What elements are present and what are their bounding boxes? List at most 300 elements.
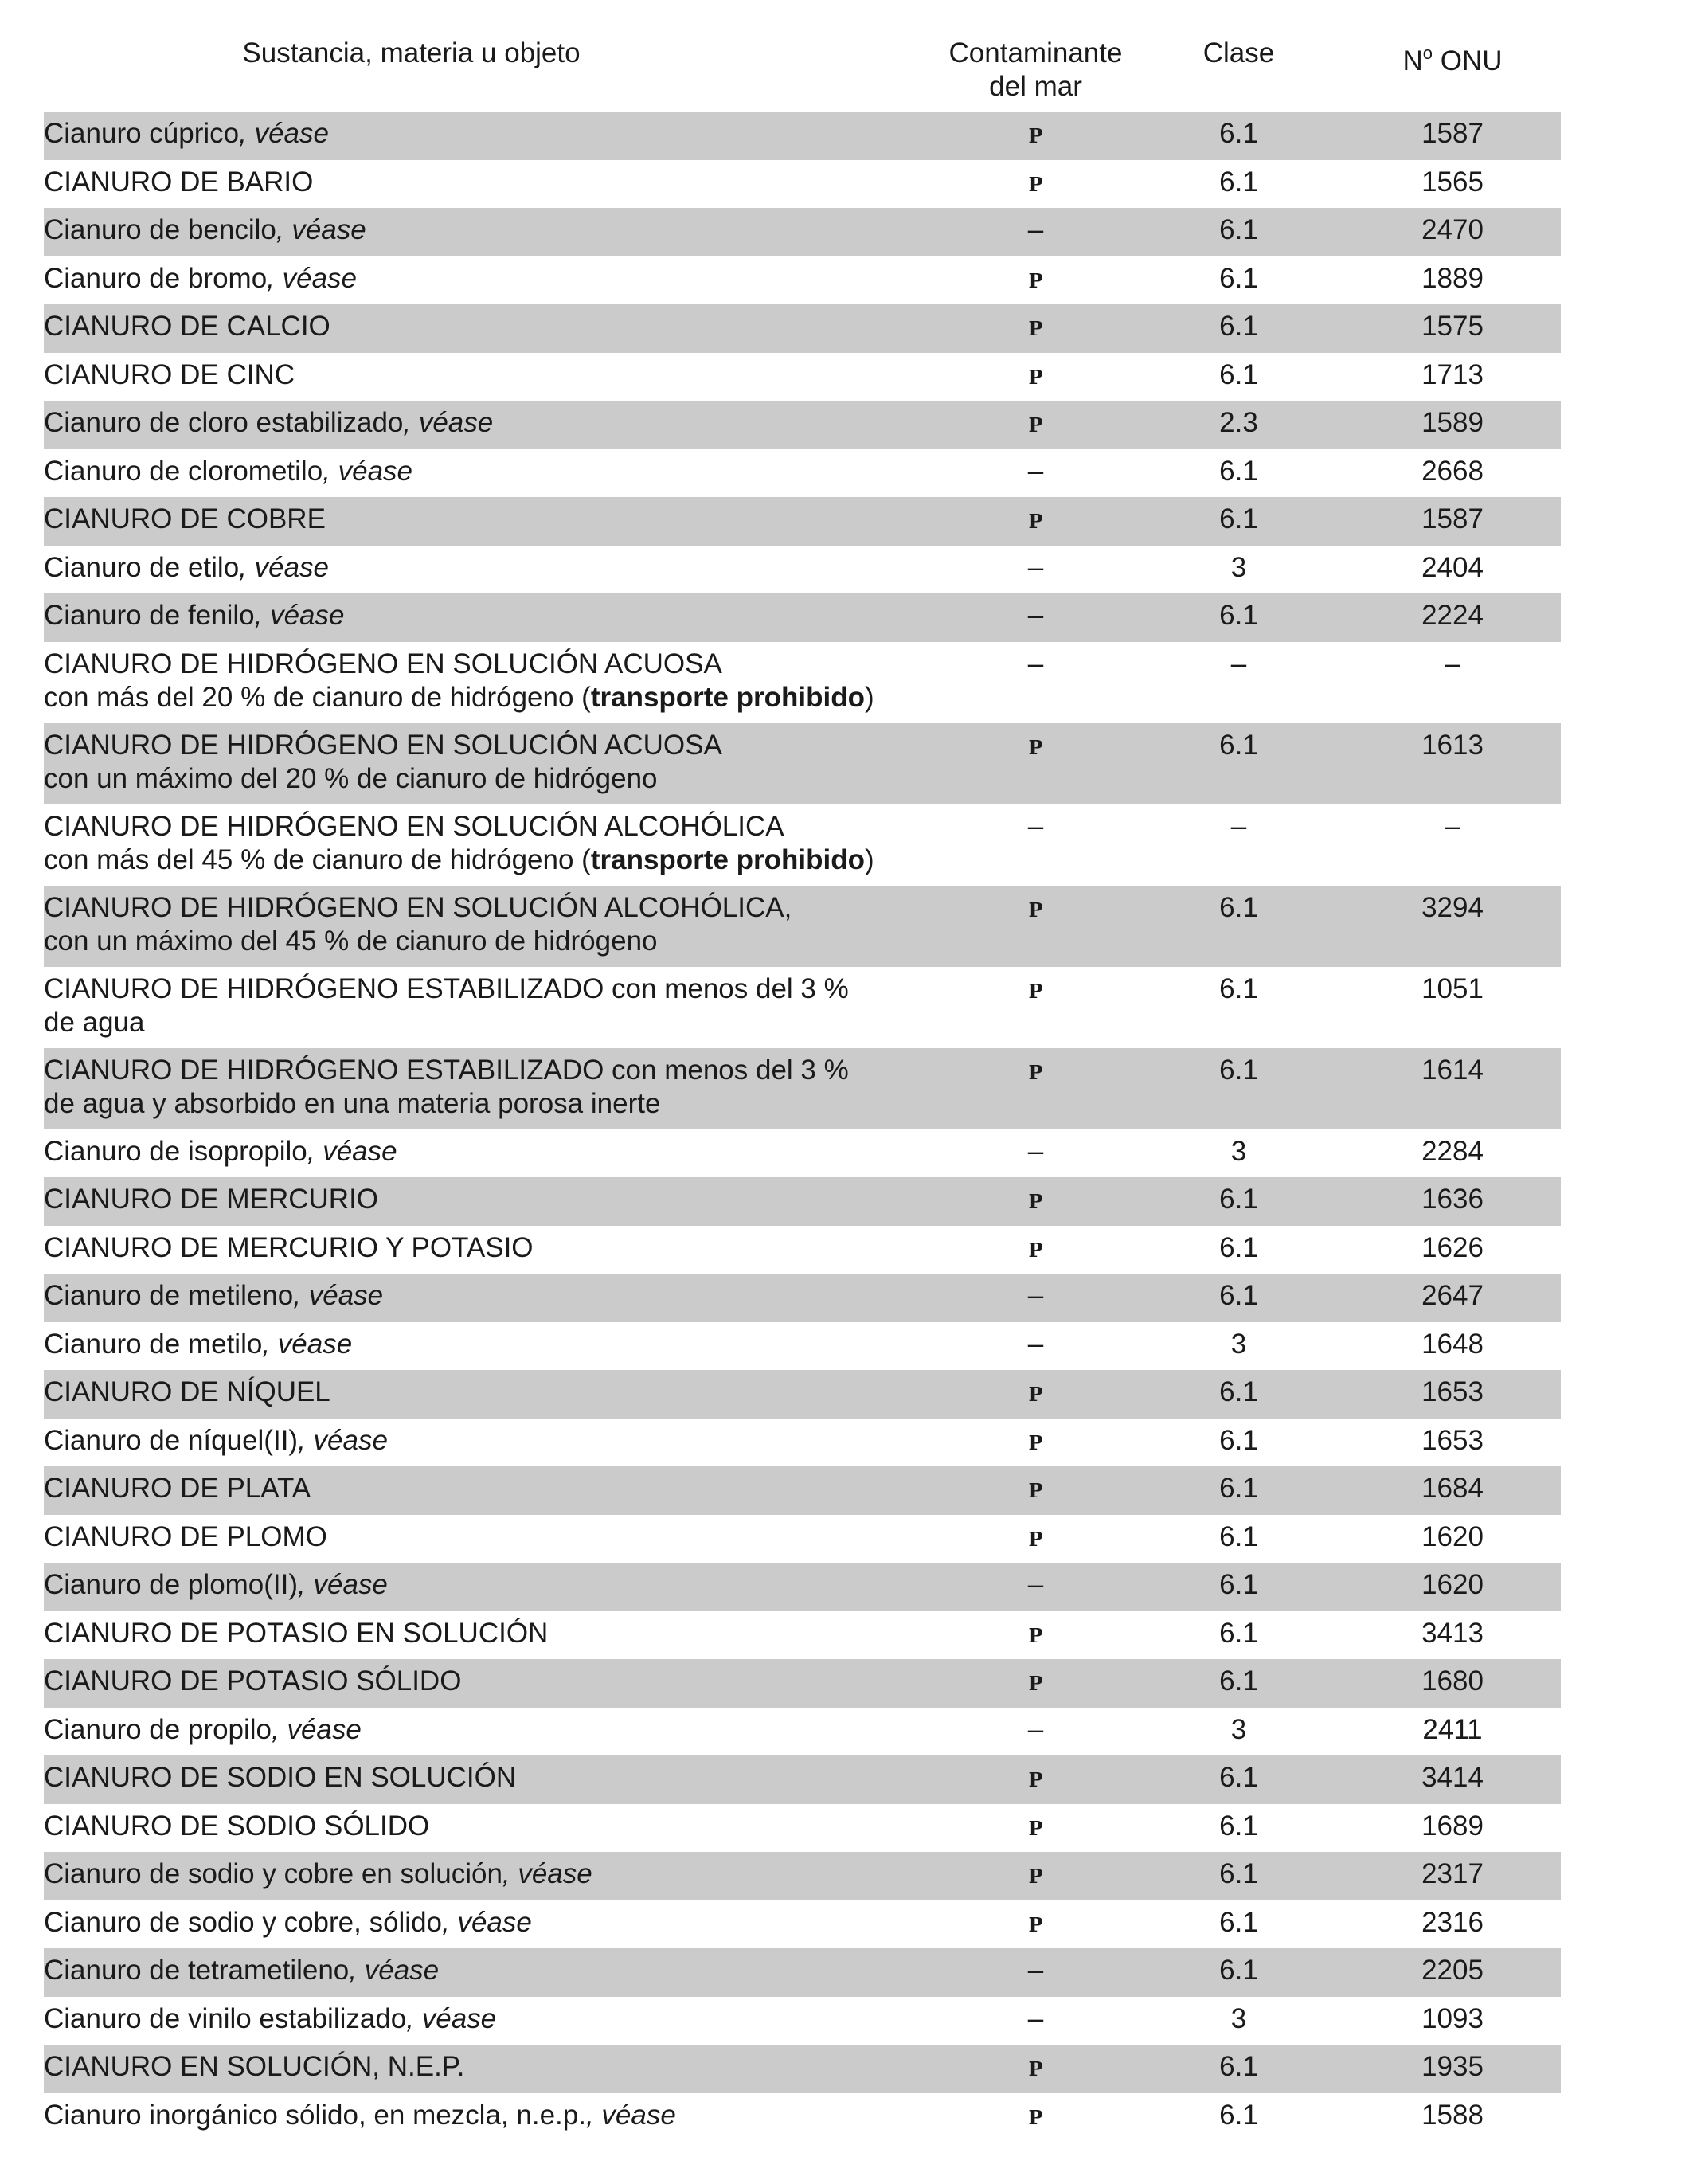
cell-un-number: 2647: [1421, 1280, 1484, 1311]
cell-substance: [44, 166, 938, 199]
substance-line2-text: con un máximo del 20 % de cianuro de hidrógeno: [44, 762, 658, 794]
substance-name: CIANURO DE MERCURIO Y POTASIO: [44, 1231, 534, 1263]
cell-class: 3: [1230, 1328, 1247, 1360]
substance-line1: [44, 1906, 938, 1939]
substance-line1: [44, 1183, 938, 1216]
table-row: [44, 1370, 1561, 1419]
marine-pollutant-mark: P: [1028, 1623, 1043, 1647]
cell-un-number: 1589: [1421, 407, 1484, 438]
cell-class: 3: [1230, 2002, 1247, 2034]
substance-line1: [44, 1810, 938, 1843]
substance-name: CIANURO DE HIDRÓGENO EN SOLUCIÓN ACUOSA: [44, 648, 722, 679]
marine-pollutant-mark: P: [1028, 1912, 1043, 1936]
table-row: [44, 1274, 1561, 1322]
marine-pollutant-dash: –: [1027, 455, 1044, 487]
cell-un-number: 1648: [1421, 1328, 1484, 1360]
cell-class: 6.1: [1219, 1424, 1258, 1456]
header-marine-line2: del mar: [989, 71, 1082, 102]
vease-reference: , véase: [307, 1135, 397, 1167]
cell-un-number: 1575: [1421, 311, 1484, 342]
substance-line1: [44, 1472, 938, 1505]
cell-marine-pollutant: [938, 1135, 1133, 1168]
cell-marine-pollutant: [938, 1521, 1133, 1554]
cell-marine-pollutant: [938, 166, 1133, 199]
header-substance: Sustancia, materia u objeto: [242, 37, 581, 68]
cell-un-number: 1889: [1421, 262, 1484, 294]
cell-un-number: 2411: [1422, 1713, 1483, 1745]
cell-un-number: 1613: [1421, 729, 1484, 761]
cell-class: 6.1: [1219, 1569, 1258, 1600]
cell-marine-pollutant: [938, 810, 1133, 843]
cell-substance: [44, 213, 938, 247]
substance-line1: [44, 117, 938, 151]
cell-substance: [44, 1906, 938, 1939]
substance-line2-text: de agua: [44, 1006, 145, 1038]
table-row: [44, 886, 1561, 967]
cell-un-number: 2316: [1421, 1906, 1484, 1938]
substance-name: CIANURO DE NÍQUEL: [44, 1376, 330, 1407]
substance-line2-end: ): [864, 681, 874, 713]
substance-name: Cianuro inorgánico sólido, en mezcla, n.e.p.: [44, 2099, 586, 2131]
cell-marine-pollutant: [938, 2002, 1133, 2036]
cell-class: 6.1: [1219, 214, 1258, 245]
table-row: [44, 353, 1561, 401]
substance-line1: [44, 1279, 938, 1313]
substance-line1: [44, 551, 938, 585]
substance-line1: [44, 648, 938, 681]
cell-class: 6.1: [1219, 1665, 1258, 1697]
cell-substance: [44, 2099, 938, 2132]
vease-reference: , véase: [293, 1280, 384, 1311]
document-table: [44, 0, 1561, 2141]
marine-pollutant-mark: P: [1028, 1383, 1043, 1406]
cell-class: 3: [1230, 1135, 1247, 1167]
table-row: [44, 1322, 1561, 1371]
marine-pollutant-mark: P: [1028, 1672, 1043, 1695]
cell-un-number: 1684: [1421, 1473, 1484, 1504]
table-body: [44, 112, 1561, 2141]
table-row: [44, 1177, 1561, 1226]
cell-class: 6.1: [1219, 891, 1258, 923]
substance-name: Cianuro de vinilo estabilizado: [44, 2002, 407, 2034]
substance-line1: [44, 810, 938, 843]
marine-pollutant-mark: P: [1028, 413, 1043, 436]
substance-line1: [44, 891, 938, 925]
cell-un-number: 1620: [1421, 1569, 1484, 1600]
substance-line1: [44, 503, 938, 536]
cell-marine-pollutant: [938, 1906, 1133, 1939]
substance-name: CIANURO DE HIDRÓGENO ESTABILIZADO con menos del 3 %: [44, 973, 849, 1004]
vease-reference: , véase: [323, 455, 413, 487]
cell-class: 6.1: [1219, 1231, 1258, 1263]
substance-line1: [44, 262, 938, 296]
cell-marine-pollutant: [938, 1472, 1133, 1505]
substance-line2: [44, 925, 938, 958]
marine-pollutant-dash: –: [1027, 214, 1044, 245]
marine-pollutant-mark: P: [1028, 365, 1043, 389]
cell-substance: [44, 973, 938, 1039]
cell-marine-pollutant: [938, 1857, 1133, 1891]
marine-pollutant-mark: P: [1028, 1060, 1043, 1084]
cell-class: 6.1: [1219, 358, 1258, 390]
marine-pollutant-mark: P: [1028, 510, 1043, 533]
substance-line1: [44, 455, 938, 488]
cell-marine-pollutant: [938, 310, 1133, 343]
cell-un-number: 2470: [1421, 214, 1484, 245]
table-row: [44, 593, 1561, 642]
substance-name: CIANURO DE BARIO: [44, 166, 314, 198]
cell-class: 6.1: [1219, 1376, 1258, 1407]
cell-un-number: 1588: [1421, 2099, 1484, 2131]
cell-un-number: 1620: [1421, 1521, 1484, 1552]
substance-name: CIANURO DE SODIO EN SOLUCIÓN: [44, 1762, 517, 1793]
cell-substance: [44, 1231, 938, 1265]
cell-marine-pollutant: [938, 1761, 1133, 1795]
vease-reference: , véase: [239, 551, 330, 583]
substance-line1: [44, 1054, 938, 1087]
substance-name: CIANURO DE CINC: [44, 358, 295, 390]
cell-class: 6.1: [1219, 166, 1258, 198]
table-row: [44, 1419, 1561, 1467]
marine-pollutant-mark: P: [1028, 2105, 1043, 2129]
substance-line1: [44, 310, 938, 343]
substance-line2: [44, 1087, 938, 1121]
vease-reference: , véase: [349, 1955, 440, 1986]
table-row: [44, 1226, 1561, 1274]
substance-line1: [44, 1761, 938, 1795]
table-row: [44, 160, 1561, 209]
cell-substance: [44, 1135, 938, 1168]
substance-name: CIANURO DE HIDRÓGENO ESTABILIZADO con menos del 3 %: [44, 1054, 849, 1086]
cell-substance: [44, 551, 938, 585]
marine-pollutant-mark: P: [1028, 898, 1043, 922]
substance-name: Cianuro de bromo: [44, 262, 268, 294]
substance-name: Cianuro de metileno: [44, 1280, 294, 1311]
substance-name: CIANURO DE HIDRÓGENO EN SOLUCIÓN ACUOSA: [44, 729, 722, 761]
substance-name: Cianuro de propilo: [44, 1713, 272, 1745]
substance-line1: [44, 729, 938, 762]
cell-un-number: –: [1445, 648, 1460, 679]
cell-substance: [44, 117, 938, 151]
marine-pollutant-mark: P: [1028, 124, 1043, 147]
cell-marine-pollutant: [938, 729, 1133, 762]
substance-line2-text: de agua y absorbido en una materia porosa inerte: [44, 1087, 661, 1119]
table-row: [44, 401, 1561, 449]
cell-substance: [44, 1328, 938, 1361]
cell-class: 6.1: [1219, 600, 1258, 631]
cell-un-number: 3413: [1421, 1617, 1484, 1649]
substance-name: Cianuro de fenilo: [44, 600, 255, 631]
substance-line1: [44, 2002, 938, 2036]
cell-un-number: 1093: [1421, 2002, 1484, 2034]
substance-line1: [44, 599, 938, 632]
cell-class: 6.1: [1219, 1473, 1258, 1504]
cell-substance: [44, 599, 938, 632]
cell-substance: [44, 310, 938, 343]
cell-marine-pollutant: [938, 1424, 1133, 1458]
cell-marine-pollutant: [938, 1054, 1133, 1087]
marine-pollutant-dash: –: [1027, 2002, 1044, 2034]
substance-line1: [44, 1231, 938, 1265]
marine-pollutant-dash: –: [1027, 551, 1044, 583]
vease-reference: , véase: [406, 2002, 497, 2034]
cell-substance: [44, 891, 938, 958]
marine-pollutant-dash: –: [1027, 600, 1044, 631]
cell-marine-pollutant: [938, 503, 1133, 536]
cell-class: –: [1230, 648, 1247, 679]
marine-pollutant-mark: P: [1028, 1816, 1043, 1840]
substance-line2-text: con un máximo del 45 % de cianuro de hidrógeno: [44, 925, 658, 957]
substance-line1: [44, 1954, 938, 1987]
cell-un-number: 2404: [1421, 551, 1484, 583]
header-marine-pollutant: [938, 37, 1133, 104]
table-row: [44, 497, 1561, 546]
cell-marine-pollutant: [938, 406, 1133, 440]
cell-substance: [44, 2050, 938, 2084]
header-un-tail: ONU: [1433, 45, 1503, 76]
cell-class: 6.1: [1219, 1184, 1258, 1215]
cell-marine-pollutant: [938, 358, 1133, 392]
table-row: [44, 642, 1561, 723]
cell-un-number: 1587: [1421, 118, 1484, 149]
marine-pollutant-mark: P: [1028, 1865, 1043, 1888]
header-un-number: [1344, 37, 1561, 78]
cell-un-number: 2205: [1421, 1955, 1484, 1986]
table-row: [44, 1515, 1561, 1564]
cell-substance: [44, 1857, 938, 1891]
cell-un-number: 3414: [1421, 1762, 1484, 1793]
substance-name: Cianuro de clorometilo: [44, 455, 323, 487]
cell-substance: [44, 503, 938, 536]
substance-line1: [44, 2050, 938, 2084]
substance-line1: [44, 166, 938, 199]
cell-un-number: 1935: [1421, 2051, 1484, 2082]
cell-class: 6.1: [1219, 2051, 1258, 2082]
substance-name: Cianuro de plomo(II): [44, 1569, 299, 1600]
cell-substance: [44, 358, 938, 392]
cell-marine-pollutant: [938, 599, 1133, 632]
table-row: [44, 1900, 1561, 1949]
table-row: [44, 1048, 1561, 1129]
cell-class: 6.1: [1219, 118, 1258, 149]
cell-marine-pollutant: [938, 2099, 1133, 2132]
table-row: [44, 1852, 1561, 1900]
cell-substance: [44, 1472, 938, 1505]
table-row: [44, 1466, 1561, 1515]
substance-line1: [44, 1617, 938, 1650]
substance-line1: [44, 213, 938, 247]
cell-marine-pollutant: [938, 1231, 1133, 1265]
cell-marine-pollutant: [938, 1954, 1133, 1987]
marine-pollutant-dash: –: [1027, 648, 1044, 679]
substance-line2: [44, 843, 938, 877]
cell-substance: [44, 1183, 938, 1216]
cell-class: 6.1: [1219, 729, 1258, 761]
marine-pollutant-mark: P: [1028, 979, 1043, 1003]
substance-name: Cianuro de sodio y cobre en solución: [44, 1858, 502, 1889]
header-un-main: N: [1402, 45, 1423, 76]
table-row: [44, 2045, 1561, 2093]
vease-reference: , véase: [298, 1569, 388, 1600]
cell-substance: [44, 1761, 938, 1795]
substance-name: CIANURO DE PLATA: [44, 1473, 311, 1504]
cell-marine-pollutant: [938, 1713, 1133, 1747]
table-row: [44, 723, 1561, 804]
substance-line2: [44, 1006, 938, 1039]
cell-un-number: 2284: [1421, 1135, 1484, 1167]
marine-pollutant-dash: –: [1027, 1713, 1044, 1745]
substance-line2-text: con más del 20 % de cianuro de hidrógeno (: [44, 681, 591, 713]
cell-marine-pollutant: [938, 2050, 1133, 2084]
marine-pollutant-mark: P: [1028, 1190, 1043, 1213]
marine-pollutant-mark: P: [1028, 268, 1043, 292]
table-row: [44, 256, 1561, 305]
vease-reference: , véase: [254, 600, 345, 631]
cell-marine-pollutant: [938, 213, 1133, 247]
cell-substance: [44, 1810, 938, 1843]
cell-un-number: 1680: [1421, 1665, 1484, 1697]
substance-name: CIANURO DE CALCIO: [44, 311, 330, 342]
substance-line1: [44, 2099, 938, 2132]
cell-un-number: 1587: [1421, 503, 1484, 534]
table-row: [44, 1563, 1561, 1611]
vease-reference: , véase: [276, 214, 366, 245]
table-row: [44, 1997, 1561, 2045]
marine-pollutant-mark: P: [1028, 1479, 1043, 1502]
marine-pollutant-mark: P: [1028, 317, 1043, 340]
vease-reference: , véase: [239, 118, 329, 149]
cell-substance: [44, 648, 938, 714]
cell-marine-pollutant: [938, 1665, 1133, 1698]
marine-pollutant-dash: –: [1027, 1280, 1044, 1311]
cell-substance: [44, 455, 938, 488]
cell-class: 6.1: [1219, 1955, 1258, 1986]
cell-un-number: –: [1445, 810, 1460, 842]
cell-substance: [44, 1376, 938, 1409]
cell-class: –: [1230, 810, 1247, 842]
marine-pollutant-dash: –: [1027, 1328, 1044, 1360]
cell-marine-pollutant: [938, 1376, 1133, 1409]
substance-name: Cianuro de cloro estabilizado: [44, 407, 404, 438]
cell-substance: [44, 810, 938, 877]
cell-class: 6.1: [1219, 1858, 1258, 1889]
substance-name: Cianuro de metilo: [44, 1328, 263, 1360]
cell-marine-pollutant: [938, 1568, 1133, 1602]
marine-pollutant-mark: P: [1028, 1768, 1043, 1791]
marine-pollutant-mark: P: [1028, 1238, 1043, 1262]
table-row: [44, 1804, 1561, 1853]
substance-line1: [44, 406, 938, 440]
cell-class: 3: [1230, 1713, 1247, 1745]
cell-substance: [44, 1713, 938, 1747]
substance-name: Cianuro de sodio y cobre, sólido: [44, 1906, 443, 1938]
cell-class: 6.1: [1219, 973, 1258, 1004]
table-row: [44, 1755, 1561, 1804]
header-un-sup: o: [1422, 43, 1433, 63]
table-row: [44, 1129, 1561, 1178]
cell-class: 6.1: [1219, 503, 1258, 534]
marine-pollutant-dash: –: [1027, 810, 1044, 842]
substance-line1: [44, 1521, 938, 1554]
table-row: [44, 967, 1561, 1048]
substance-line1: [44, 1713, 938, 1747]
header-class: Clase: [1202, 37, 1275, 68]
table-row: [44, 208, 1561, 256]
cell-class: 3: [1230, 551, 1247, 583]
substance-line1: [44, 1568, 938, 1602]
substance-line2-text: con más del 45 % de cianuro de hidrógeno (: [44, 843, 591, 875]
cell-un-number: 1614: [1421, 1054, 1484, 1086]
header-marine-line1: Contaminante: [948, 37, 1123, 68]
marine-pollutant-mark: P: [1028, 2057, 1043, 2080]
cell-marine-pollutant: [938, 1328, 1133, 1361]
cell-class: 6.1: [1219, 1617, 1258, 1649]
substance-line1: [44, 1424, 938, 1458]
marine-pollutant-dash: –: [1027, 1135, 1044, 1167]
cell-un-number: 3294: [1421, 891, 1484, 923]
cell-un-number: 1653: [1421, 1376, 1484, 1407]
cell-marine-pollutant: [938, 551, 1133, 585]
substance-line1: [44, 973, 938, 1006]
table-row: [44, 2093, 1561, 2142]
cell-class: 6.1: [1219, 1054, 1258, 1086]
vease-reference: , véase: [267, 262, 358, 294]
substance-line2: [44, 681, 938, 714]
table-row: [44, 1948, 1561, 1997]
table-row: [44, 804, 1561, 886]
vease-reference: , véase: [272, 1713, 362, 1745]
table-row: [44, 449, 1561, 498]
substance-name: Cianuro cúprico: [44, 118, 240, 149]
cell-substance: [44, 406, 938, 440]
substance-name: CIANURO DE POTASIO EN SOLUCIÓN: [44, 1617, 549, 1649]
cell-un-number: 1051: [1421, 973, 1484, 1004]
cell-marine-pollutant: [938, 262, 1133, 296]
transport-prohibited-note: transporte prohibido: [590, 843, 865, 875]
vease-reference: , véase: [298, 1424, 388, 1456]
cell-marine-pollutant: [938, 1617, 1133, 1650]
table-row: [44, 1708, 1561, 1756]
cell-class: 6.1: [1219, 1810, 1258, 1842]
cell-class: 2.3: [1219, 407, 1258, 438]
cell-un-number: 1565: [1421, 166, 1484, 198]
marine-pollutant-mark: P: [1028, 172, 1043, 196]
table-row: [44, 112, 1561, 160]
cell-substance: [44, 1279, 938, 1313]
cell-marine-pollutant: [938, 455, 1133, 488]
substance-line1: [44, 1376, 938, 1409]
vease-reference: , véase: [502, 1858, 592, 1889]
cell-un-number: 2317: [1421, 1858, 1484, 1889]
cell-substance: [44, 1665, 938, 1698]
substance-line1: [44, 1665, 938, 1698]
vease-reference: , véase: [262, 1328, 353, 1360]
substance-name: CIANURO DE COBRE: [44, 503, 326, 534]
table-row: [44, 546, 1561, 594]
substance-name: CIANURO DE PLOMO: [44, 1521, 327, 1552]
cell-class: 6.1: [1219, 311, 1258, 342]
cell-substance: [44, 1568, 938, 1602]
cell-substance: [44, 2002, 938, 2036]
cell-marine-pollutant: [938, 891, 1133, 925]
table-row: [44, 304, 1561, 353]
cell-class: 6.1: [1219, 262, 1258, 294]
cell-class: 6.1: [1219, 1762, 1258, 1793]
marine-pollutant-dash: –: [1027, 1569, 1044, 1600]
cell-un-number: 1626: [1421, 1231, 1484, 1263]
cell-class: 6.1: [1219, 1521, 1258, 1552]
substance-name: CIANURO DE POTASIO SÓLIDO: [44, 1665, 462, 1697]
